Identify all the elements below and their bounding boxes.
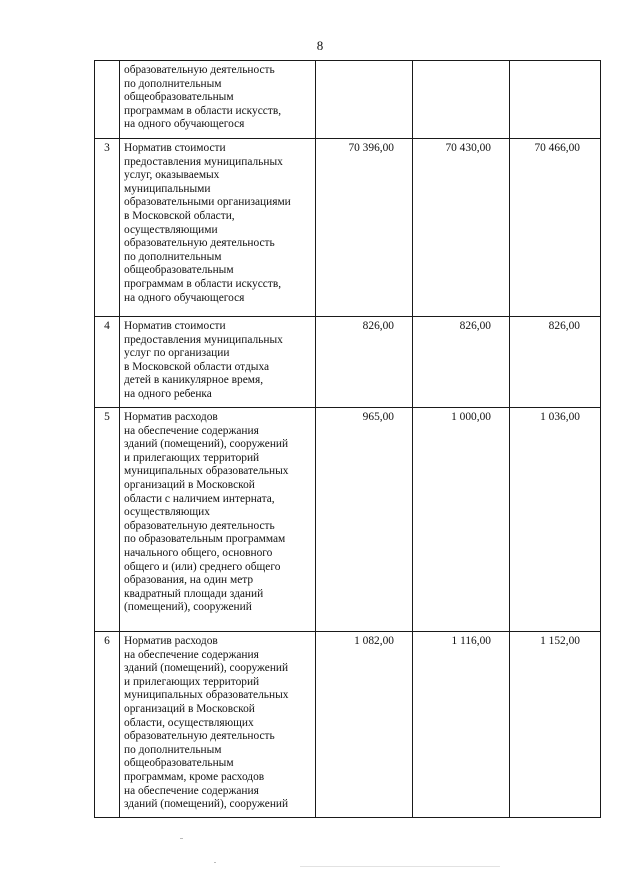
norms-table <box>94 60 601 818</box>
description-line: Норматив расходов <box>124 635 218 647</box>
description-line: квадратный площади зданий <box>124 587 264 600</box>
description-line: зданий (помещений), сооружений <box>124 798 289 811</box>
description-line: муниципальных образовательных <box>124 689 289 702</box>
table-row <box>95 317 601 408</box>
value-cell-year-1: 1 082,00 <box>316 632 413 818</box>
description-line: осуществляющими <box>124 223 218 236</box>
description-line: на одного обучающегося <box>124 118 245 131</box>
description-line: общеобразовательным <box>124 91 234 104</box>
value-cell-year-1: 70 396,00 <box>316 139 413 317</box>
row-description <box>120 139 316 317</box>
description-line: осуществляющих <box>124 506 210 519</box>
row-description <box>120 408 316 632</box>
description-line: зданий (помещений), сооружений <box>124 662 289 675</box>
table-row <box>95 139 601 317</box>
description-line: на одного ребенка <box>124 387 212 400</box>
description-line: общего и (или) среднего общего <box>124 560 281 573</box>
description-line: общеобразовательным <box>124 757 234 770</box>
value-cell-year-3: 1 152,00 <box>510 632 601 818</box>
description-line: организаций в Московской <box>124 478 255 491</box>
row-number: 5 <box>95 408 120 632</box>
row-description <box>120 632 316 818</box>
description-line: и прилегающих территорий <box>124 675 260 688</box>
description-line: Норматив стоимости <box>124 320 226 332</box>
value-cell-year-3: 826,00 <box>510 317 601 408</box>
description-line: начального общего, основного <box>124 546 273 559</box>
value-cell-year-3 <box>510 61 601 139</box>
description-line: образовательную деятельность <box>124 64 275 76</box>
description-line: программам в области искусств, <box>124 277 282 290</box>
description-line: услуг по организации <box>124 347 230 360</box>
row-number: 3 <box>95 139 120 317</box>
description-line: услуг, оказываемых <box>124 169 220 182</box>
table-row <box>95 408 601 632</box>
table-row <box>95 61 601 139</box>
description-line: по дополнительным <box>124 77 222 90</box>
description-line: в Московской области отдыха <box>124 360 270 373</box>
value-cell-year-2: 1 000,00 <box>413 408 510 632</box>
value-cell-year-1: 965,00 <box>316 408 413 632</box>
description-line: (помещений), сооружений <box>124 601 252 614</box>
description-line: организаций в Московской <box>124 702 255 715</box>
description-line: образовательными организациями <box>124 196 291 209</box>
value-cell-year-2: 70 430,00 <box>413 139 510 317</box>
row-number <box>95 61 120 139</box>
description-line: образовательную деятельность <box>124 237 275 250</box>
row-number: 6 <box>95 632 120 818</box>
page-number: 8 <box>316 38 324 53</box>
description-line: Норматив стоимости <box>124 142 226 154</box>
scan-artifact <box>214 862 216 863</box>
description-line: предоставления муниципальных <box>124 155 283 168</box>
value-cell-year-2: 826,00 <box>413 317 510 408</box>
description-line: по дополнительным <box>124 743 222 756</box>
description-line: общеобразовательным <box>124 264 234 277</box>
description-line: образовательную деятельность <box>124 730 275 743</box>
scan-artifact <box>300 866 500 867</box>
description-line: муниципальных образовательных <box>124 465 289 478</box>
description-line: области с наличием интерната, <box>124 492 275 505</box>
value-cell-year-2: 1 116,00 <box>413 632 510 818</box>
description-line: детей в каникулярное время, <box>124 374 264 387</box>
value-cell-year-1 <box>316 61 413 139</box>
description-line: программам, кроме расходов <box>124 770 265 783</box>
description-line: муниципальными <box>124 182 211 195</box>
row-description <box>120 61 316 139</box>
description-line: на обеспечение содержания <box>124 424 259 437</box>
norms-table-body <box>95 61 601 818</box>
row-number: 4 <box>95 317 120 408</box>
description-line: на одного обучающегося <box>124 291 245 304</box>
value-cell-year-3: 1 036,00 <box>510 408 601 632</box>
description-line: на обеспечение содержания <box>124 648 259 661</box>
row-description <box>120 317 316 408</box>
value-cell-year-1: 826,00 <box>316 317 413 408</box>
value-cell-year-2 <box>413 61 510 139</box>
scan-artifact <box>180 838 183 839</box>
description-line: зданий (помещений), сооружений <box>124 438 289 451</box>
description-line: образовательную деятельность <box>124 519 275 532</box>
description-line: предоставления муниципальных <box>124 333 283 346</box>
description-line: в Московской области, <box>124 209 235 222</box>
description-line: на обеспечение содержания <box>124 784 259 797</box>
description-line: по дополнительным <box>124 250 222 263</box>
description-line: Норматив расходов <box>124 411 218 423</box>
description-line: по образовательным программам <box>124 533 286 546</box>
table-row <box>95 632 601 818</box>
description-line: и прилегающих территорий <box>124 451 260 464</box>
description-line: области, осуществляющих <box>124 716 254 729</box>
value-cell-year-3: 70 466,00 <box>510 139 601 317</box>
description-line: образования, на один метр <box>124 574 254 587</box>
description-line: программам в области искусств, <box>124 104 282 117</box>
